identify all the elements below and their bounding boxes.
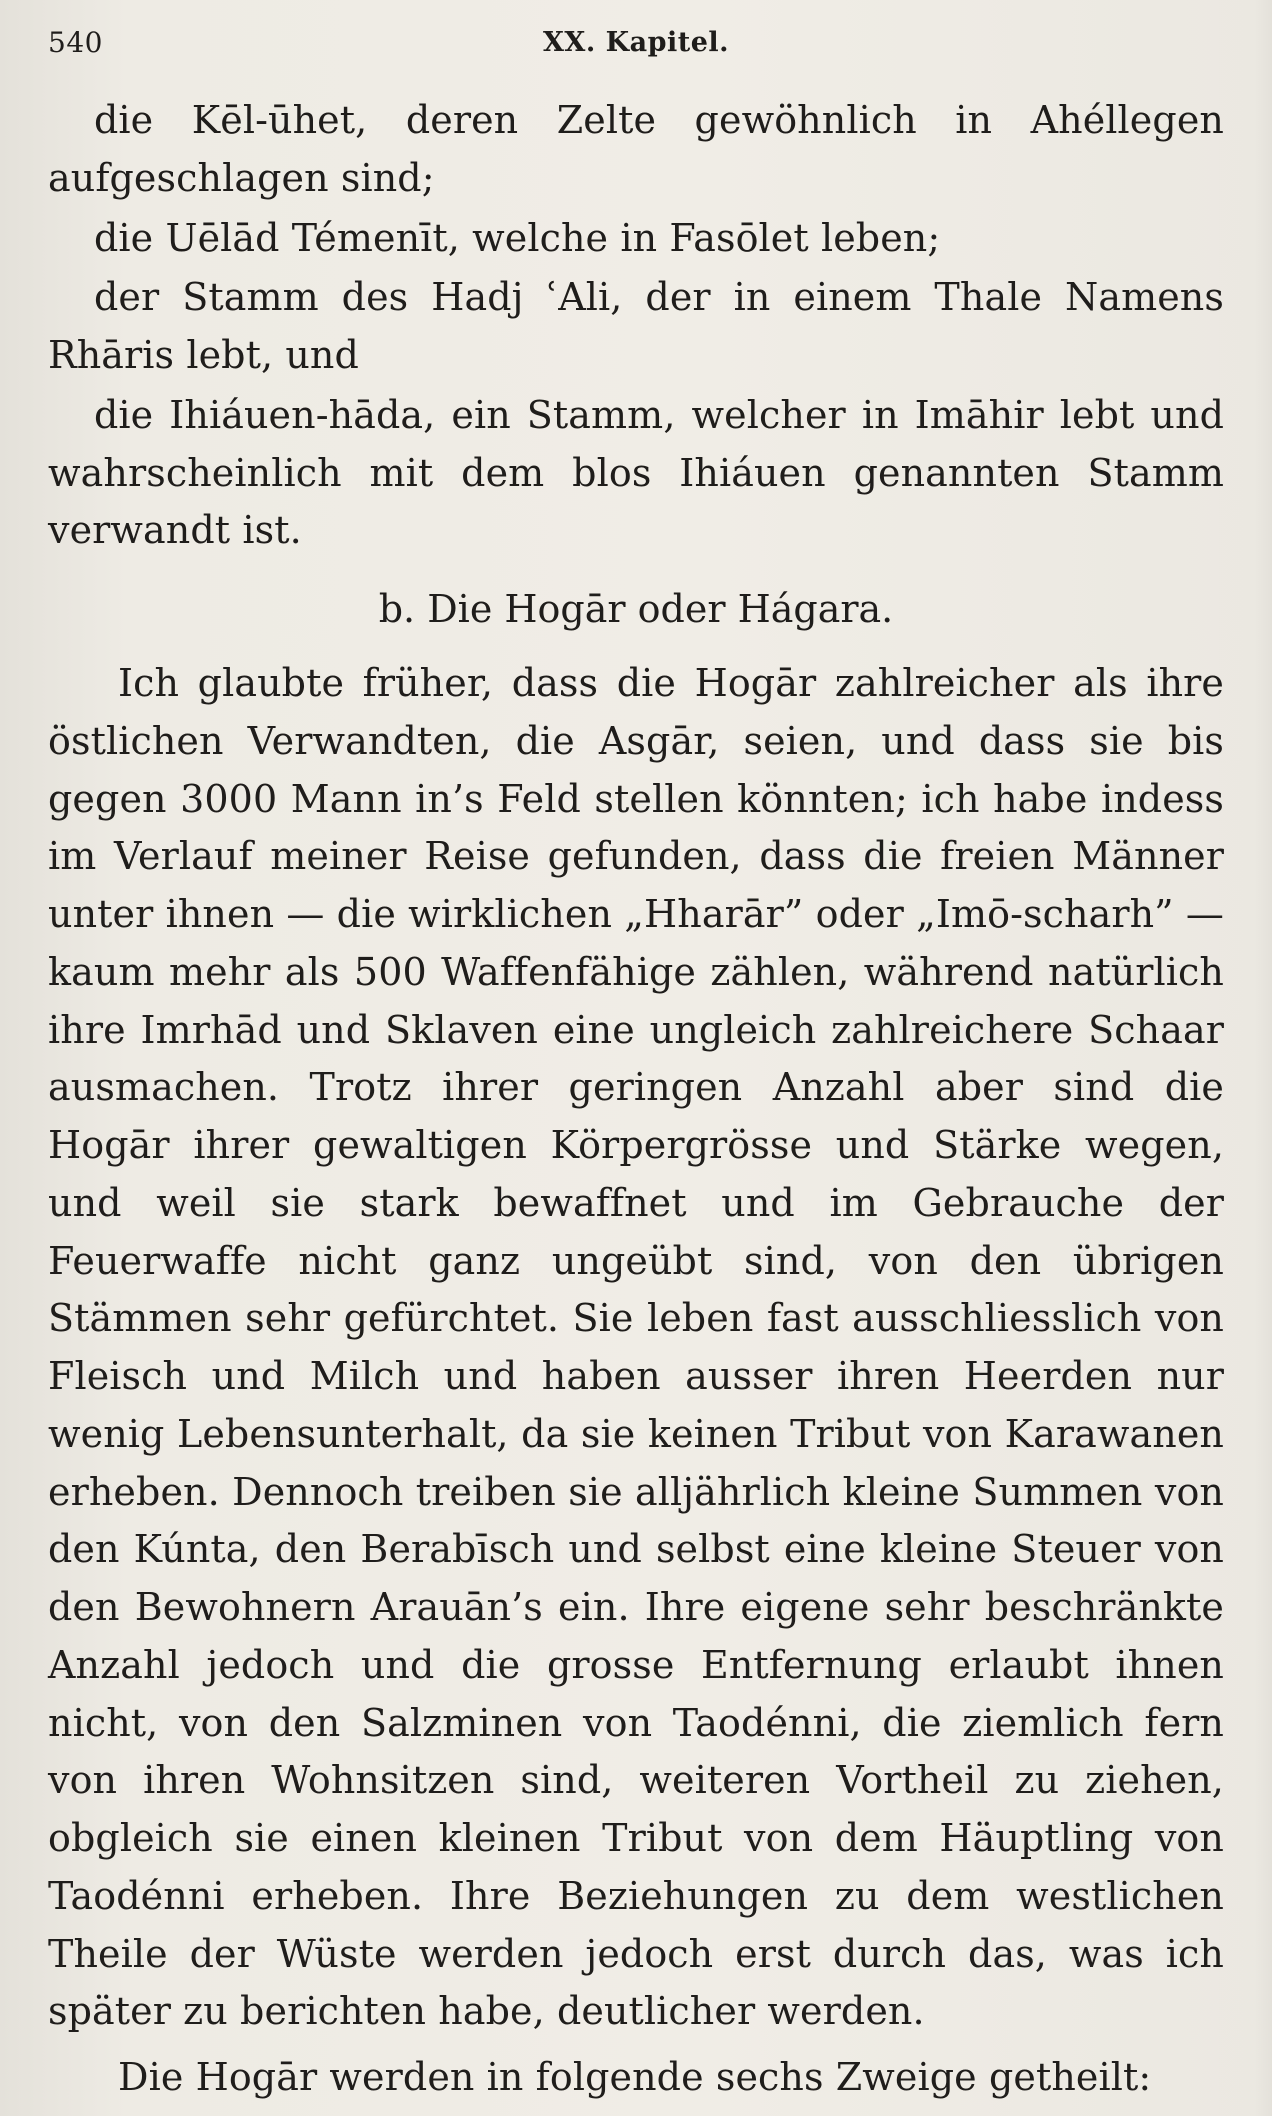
page-number: 540 [48,25,103,59]
tribe-entry-kel-uhet: die Kēl-ūhet, deren Zelte gewöhnlich in Ahéllegen aufgeschlagen sind; [48,98,1224,200]
page-edge-shadow [1254,0,1272,2116]
page-header [48,18,1224,66]
section-heading: b. Die Hogār oder Hágara. [378,587,894,631]
closing-paragraph: Die Hogār werden in folgende sechs Zweige getheilt: [118,2055,1152,2100]
page-content [48,92,1224,2115]
body-paragraph: Ich glaubte früher, dass die Hogār zahlreicher als ihre östlichen Verwandten, die Asgār, seien, und dass sie bis gegen 3000 Mann in’s Feld stellen könnten; ich habe indess im Verlauf meiner Reise gefunden, dass die freien Männer unter ihnen — die wirklichen „Hharār” oder „Imō-scharh” — kaum mehr als 500 Waffenfähige zählen, während natürlich ihre Imrhād und Sklaven eine ungleich zahlreichere Schaar ausmachen. Trotz ihrer geringen Anzahl aber sind die Hogār ihrer gewaltigen Körpergrösse und Stärke wegen, und weil sie stark bewaffnet und im Gebrauche der Feuerwaffe nicht ganz ungeübt sind, von den übrigen Stämmen sehr gefürchtet. Sie leben fast ausschliesslich von Fleisch und Milch und haben ausser ihren Heerden nur wenig Lebensunterhalt, da sie keinen Tribut von Karawanen erheben. Dennoch treiben sie alljährlich kleine Summen von den Kúnta, den Berabīsch und selbst eine kleine Steuer von den Bewohnern Arauān’s ein. Ihre eigene sehr beschränkte Anzahl jedoch und die grosse Entfernung erlaubt ihnen nicht, von den Salzminen von Taodénni, die ziemlich fern von ihren Wohnsitzen sind, weiteren Vortheil zu ziehen, obgleich sie einen kleinen Tribut von dem Häuptling von Taodénni erheben. Ihre Beziehungen zu dem westlichen Theile der Wüste werden jedoch erst durch das, was ich später zu berichten habe, deutlicher werden. [48,661,1224,2034]
tribe-entry-ihiauen-hada: die Ihiáuen-hāda, ein Stamm, welcher in Imāhir lebt und wahrscheinlich mit dem blos Ihiáuen genannten Stamm verwandt ist. [48,392,1224,553]
tribe-entry-uelad-temenit: die Uēlād Témenīt, welche in Fasōlet leben; [94,215,941,260]
running-title: XX. Kapitel. [542,26,730,58]
tribe-entry-hadj-ali: der Stamm des Hadj ʿAli, der in einem Thale Namens Rhāris lebt, und [48,275,1224,377]
